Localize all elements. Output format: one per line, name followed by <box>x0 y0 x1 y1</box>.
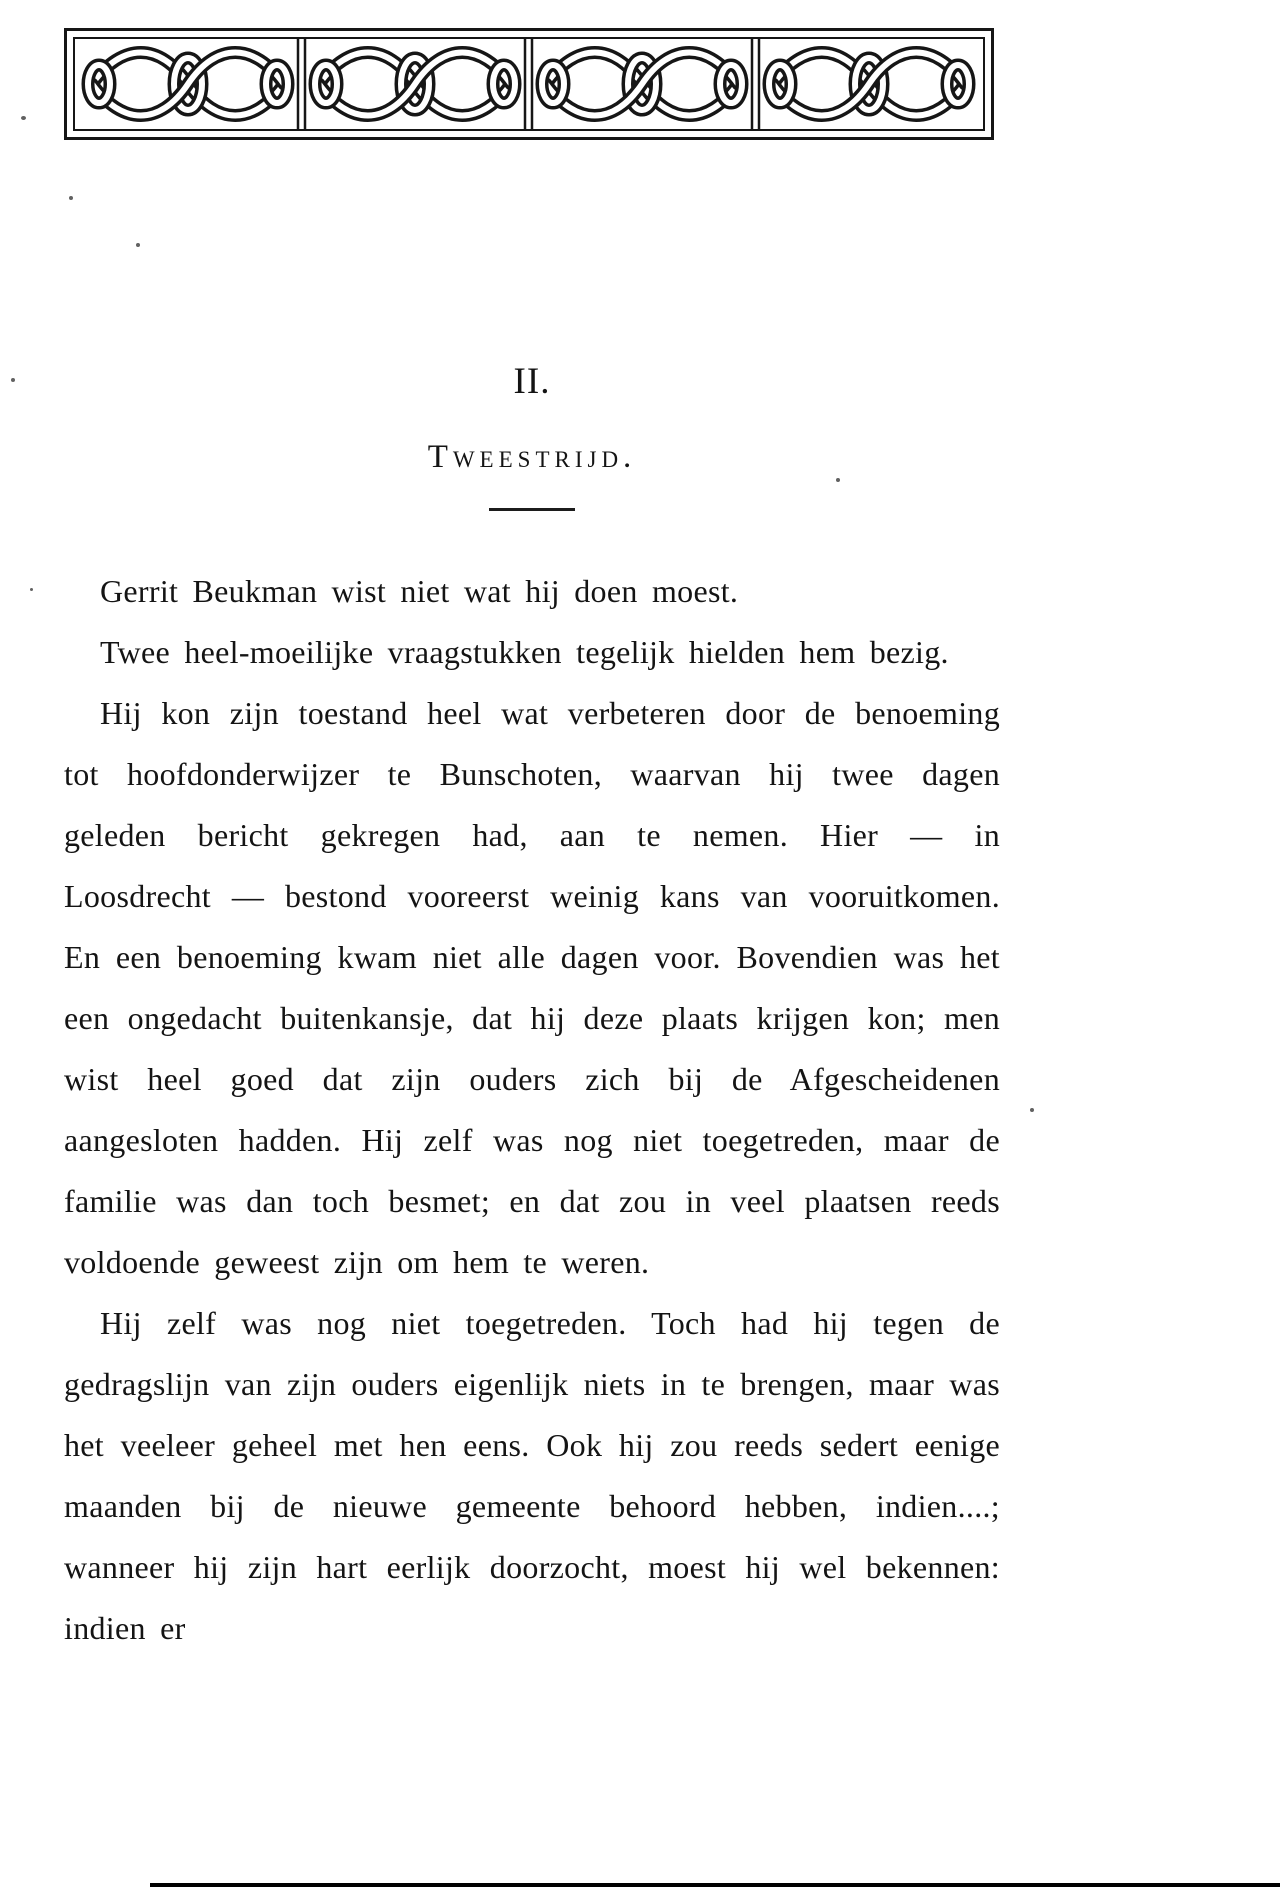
scan-speck <box>69 196 73 200</box>
paragraph: Gerrit Beukman wist niet wat hij doen moest. <box>100 573 739 609</box>
title-divider <box>489 508 575 511</box>
body-text <box>64 561 1000 1659</box>
scan-speck <box>136 243 140 247</box>
paragraph: Hij zelf was nog niet toegetreden. Toch had hij tegen de gedragslijn van zijn ouders eigenlijk niets in te brengen, maar was het veeleer geheel met hen eens. Ook hij zou reeds sedert eenige maanden bij de nieuwe gemeente behoord hebben, indien....; wanneer hij zijn hart eerlijk doorzocht, moest hij wel bekennen: indien er <box>64 1305 1000 1646</box>
scan-speck <box>11 378 15 382</box>
chapter-title: Tweestrijd. <box>427 439 637 475</box>
chapter-number: II. <box>513 361 551 402</box>
paragraph: Hij kon zijn toestand heel wat verbeteren door de benoeming tot hoofdonderwijzer te Bunschoten, waarvan hij twee dagen geleden bericht gekregen had, aan te nemen. Hier — in Loosdrecht — bestond vooreerst weinig kans van vooruitkomen. En een benoeming kwam niet alle dagen voor. Bovendien was het een ongedacht buitenkansje, dat hij deze plaats krijgen kon; men wist heel goed dat zijn ouders zich bij de Afgescheidenen aangesloten hadden. Hij zelf was nog niet toegetreden, maar de familie was dan toch besmet; en dat zou in veel plaatsen reeds voldoende geweest zijn om hem te weren. <box>64 695 1000 1280</box>
scan-speck <box>30 588 33 591</box>
scan-speck <box>1030 1108 1034 1112</box>
scan-speck <box>836 478 840 482</box>
celtic-knotwork-ornament <box>64 28 994 140</box>
page-bottom-edge <box>150 1883 1280 1887</box>
scan-speck <box>21 116 26 120</box>
knotwork-band-image <box>64 28 994 140</box>
paragraph: Twee heel-moeilijke vraagstukken tegelijk hielden hem bezig. <box>100 634 949 670</box>
